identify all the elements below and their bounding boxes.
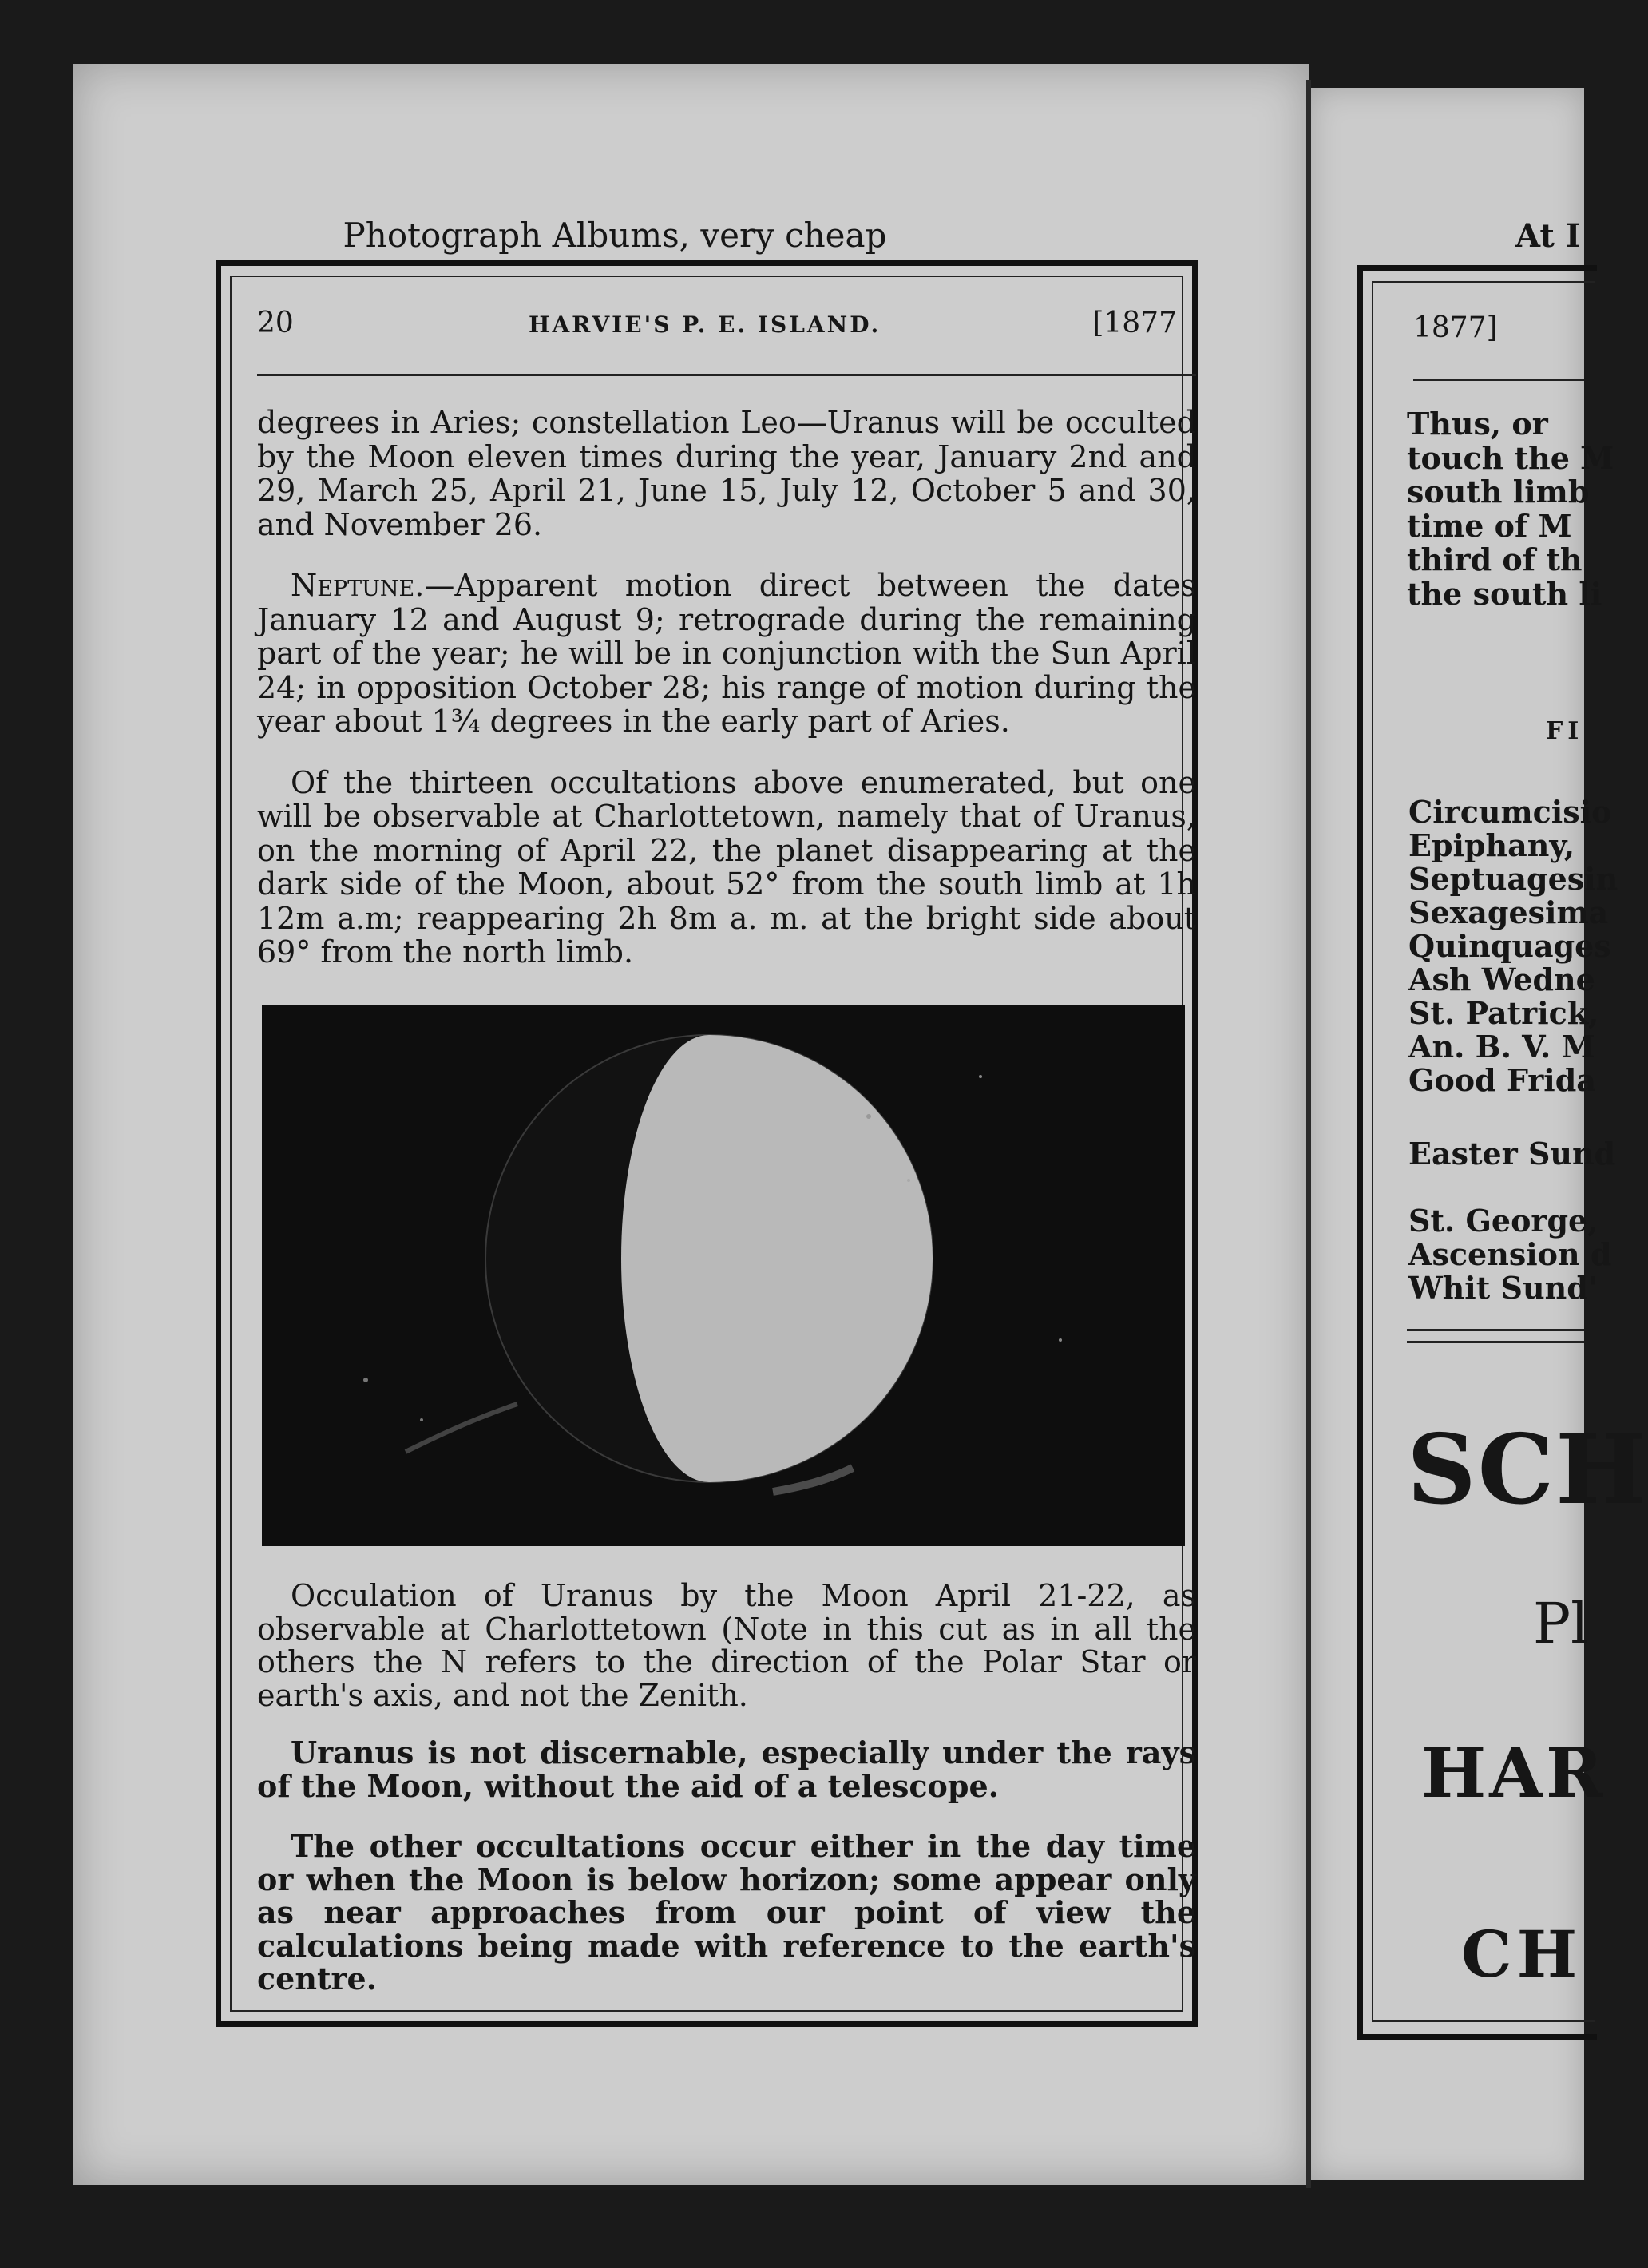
feast-list-item: Easter Sund [1408,1136,1616,1172]
feast-list-item: Septuagesin [1408,861,1618,897]
feast-list [1408,794,1618,1098]
right-text-line: touch the M [1407,439,1614,476]
note-uranus-visibility: Uranus is not discernable, especially under the rays of the Moon, without the aid of a telescope. [257,1735,1196,1804]
right-header-advertisement: At I [1515,217,1581,255]
running-year: [1877 [1092,307,1177,339]
right-running-year: 1877] [1413,311,1498,344]
figure-caption [257,1580,1196,1712]
feast-list-item: Sexagesima [1408,894,1609,930]
right-header-rule [1413,379,1584,381]
feast-list-later [1408,1203,1612,1306]
right-text-line: south limb [1407,474,1590,510]
feast-list-item: St. George, [1408,1203,1598,1239]
feast-list-item: Good Frida [1408,1062,1596,1098]
neptune-text: —Apparent motion direct between the dates January 12 and August 9; retrograde during the remaining part of the year; he will be in conjunction with the Sun April 24; in opposition October 28; his range of motion during the year about 1¾ degrees in the early part of Aries. [257,568,1196,739]
advert-name-heading: HAR [1421,1733,1606,1814]
feast-list-item: Epiphany, [1408,827,1575,863]
paragraph-charlottetown-occultation: Of the thirteen occultations above enumerated, but one will be observable at Charlottetown, namely that of Uranus, on the morning of April 22, the planet disappearing at the dark side of the Moon, about 52° from the south limb at 1h 12m a.m; reappearing 2h 8m a. m. at the bright side about 69° from the north limb. [257,764,1196,969]
feast-list-easter [1408,1136,1616,1172]
running-title: HARVIE'S P. E. ISLAND. [529,311,881,338]
moon-occultation-illustration [262,1005,1185,1546]
header-rule [257,374,1196,376]
feast-list-item: St. Patrick, [1408,995,1599,1031]
feast-list-item: Ash Wedne [1408,962,1595,997]
page-number: 20 [257,307,294,339]
advert-town-heading: CH [1461,1917,1583,1992]
feast-list-item: Quinquages [1408,928,1611,964]
paragraph-uranus-occultations: degrees in Aries; constellation Leo—Uranus will be occulted by the Moon eleven times during the year, January 2nd and 29, March 25, April 21, June 15, July 12, October 5 and 30, and November 26. [257,405,1196,542]
feast-list-item: An. B. V. M [1408,1029,1595,1065]
right-section-heading: FI [1546,717,1584,745]
feast-list-item: Whit Sund' [1408,1270,1598,1306]
advert-subheading: Pl [1533,1591,1589,1656]
page-gutter [1306,80,1311,2188]
right-double-rule [1407,1329,1584,1343]
paragraph-neptune [257,569,1196,739]
right-text-line: third of th [1407,541,1583,577]
running-head [257,307,1196,347]
right-text-line: Thus, or [1407,406,1548,442]
neptune-heading: Neptune. [291,568,425,603]
body-text [257,406,1196,969]
right-text-block [1407,406,1614,612]
feast-list-item: Circumcisio [1408,794,1612,830]
header-advertisement: Photograph Albums, very cheap [343,216,887,255]
right-text-line: the south li [1407,575,1602,612]
caption-text: Occulation of Uranus by the Moon April 21-22, as observable at Charlottetown (Note in this cut as in all the others the N refers to the direction of the Polar Star or earth's axis, and not the Zenith. [257,1578,1196,1713]
notes [257,1736,1196,1996]
note-other-occultations: The other occultations occur either in the day time or when the Moon is below horizon; some appear only as near approaches from our point of view the calculations being made with reference to the earth's centre. [257,1828,1196,1996]
advert-large-heading: SCH [1407,1414,1648,1526]
feast-list-item: Ascension d [1408,1236,1612,1272]
right-text-line: time of M [1407,507,1572,544]
